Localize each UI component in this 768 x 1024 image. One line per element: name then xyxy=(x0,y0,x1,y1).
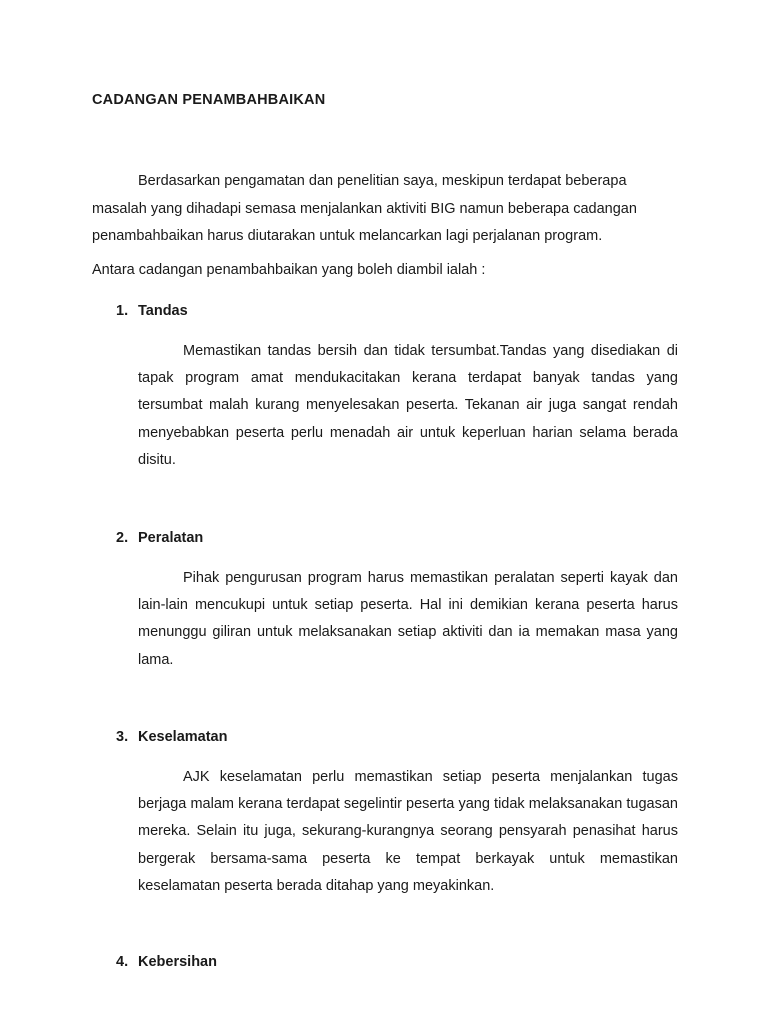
section-text: AJK keselamatan perlu memastikan setiap peserta menjalankan tugas berjaga malam kerana terdapat segelintir peserta yang tidak melaksanakan tugasan mereka. Selain itu juga, sekurang-kurangnya seorang pensyarah penasihat harus bergerak bersama-sama peserta ke tempat berkayak untuk memastikan keselamatan peserta berada ditahap yang meyakinkan. xyxy=(138,769,678,894)
page-title: CADANGAN PENAMBAHBAIKAN xyxy=(92,92,326,108)
section-heading-keselamatan xyxy=(116,729,227,745)
section-body-tandas xyxy=(138,338,678,474)
section-number: 2. xyxy=(116,530,129,546)
section-body-peralatan xyxy=(138,565,678,674)
section-heading-tandas xyxy=(116,303,188,319)
section-body-keselamatan xyxy=(138,764,678,900)
section-heading-kebersihan xyxy=(116,954,217,970)
section-text: Pihak pengurusan program harus memastikan peralatan seperti kayak dan lain-lain mencukupi untuk setiap peserta. Hal ini demikian kerana peserta harus menunggu giliran untuk melaksanakan setiap aktiviti dan ia memakan masa yang lama. xyxy=(138,570,678,668)
section-number: 3. xyxy=(116,729,129,745)
intro-text: Berdasarkan pengamatan dan penelitian saya, meskipun terdapat beberapa masalah yang dihadapi semasa menjalankan aktiviti BIG namun beberapa cadangan penambahbaikan harus diutarakan untuk melancarkan lagi perjalanan program. xyxy=(92,173,637,244)
section-number: 1. xyxy=(116,303,129,319)
section-title: Peralatan xyxy=(138,530,204,546)
section-title: Tandas xyxy=(138,303,188,319)
lead-sentence: Antara cadangan penambahbaikan yang boleh diambil ialah : xyxy=(92,262,486,278)
section-number: 4. xyxy=(116,954,129,970)
section-text: Memastikan tandas bersih dan tidak tersumbat.Tandas yang disediakan di tapak program amat mendukacitakan kerana terdapat banyak tandas yang tersumbat malah kurang menyelesakan peserta. Tekanan air juga sangat rendah menyebabkan peserta perlu menadah air untuk keperluan harian selama berada disitu. xyxy=(138,343,678,468)
section-title: Keselamatan xyxy=(138,729,228,745)
section-heading-peralatan xyxy=(116,530,203,546)
intro-paragraph xyxy=(92,168,676,251)
section-title: Kebersihan xyxy=(138,954,217,970)
